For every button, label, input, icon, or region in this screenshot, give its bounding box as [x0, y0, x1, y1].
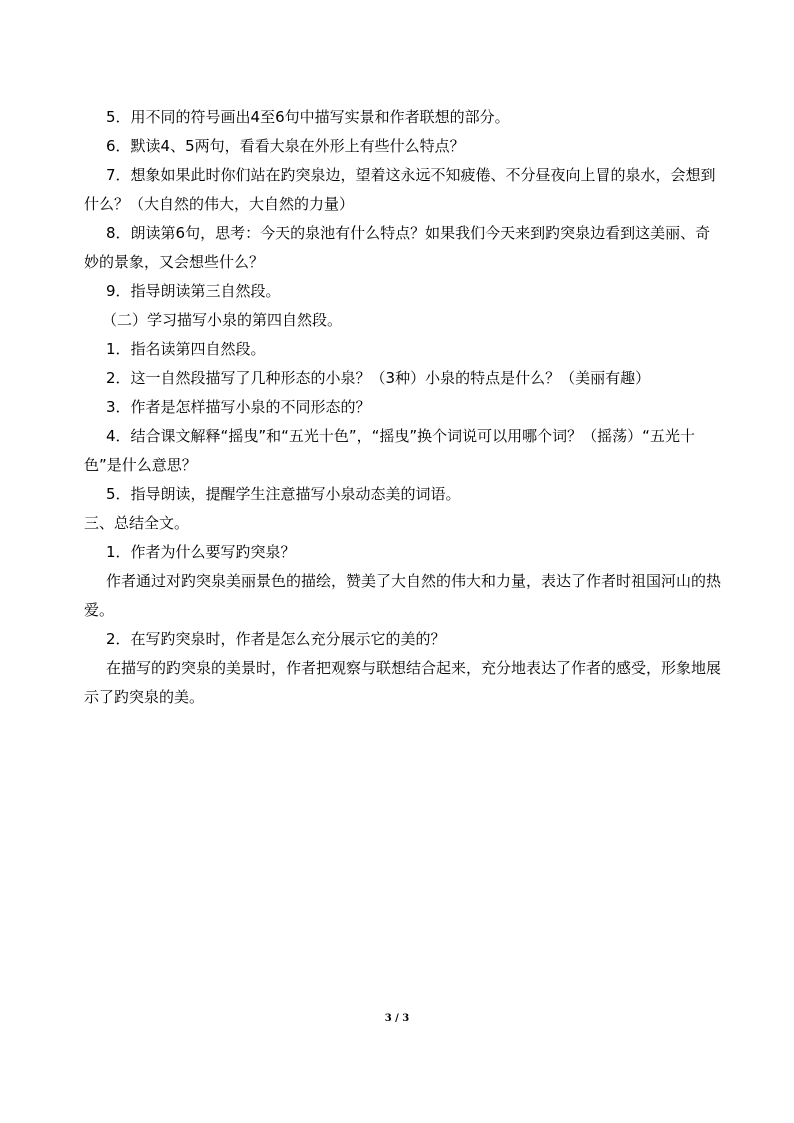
paragraph-step-8: 8．朗读第6句，思考：今天的泉池有什么特点？如果我们今天来到趵突泉边看到这美丽、奇妙的景象，又会想些什么？ — [84, 224, 711, 271]
paragraph-step-7: 7．想象如果此时你们站在趵突泉边，望着这永远不知疲倦、不分昼夜向上冒的泉水，会想到什么？（大自然的伟大，大自然的力量） — [84, 166, 716, 213]
summary-answer-2: 在描写的趵突泉的美景时，作者把观察与联想结合起来，充分地表达了作者的感受，形象地展示了趵突泉的美。 — [84, 659, 722, 706]
section-heading-part-2: （二）学习描写小泉的第四自然段。 — [102, 311, 343, 329]
paragraph-part2-step-2: 2．这一自然段描写了几种形态的小泉？（3种）小泉的特点是什么？（美丽有趣） — [106, 369, 651, 387]
summary-question-1: 1．作者为什么要写趵突泉？ — [106, 543, 296, 561]
paragraph-part2-step-4: 4．结合课文解释“摇曳”和“五光十色”，“摇曳”换个词说可以用哪个词？（摇荡）“五光十色”是什么意思？ — [84, 427, 695, 474]
section-heading-summary: 三、总结全文。 — [84, 514, 190, 532]
paragraph-part2-step-3: 3．作者是怎样描写小泉的不同形态的？ — [106, 398, 371, 416]
document-body — [84, 103, 724, 712]
paragraph-step-5: 5．用不同的符号画出4至6句中描写实景和作者联想的部分。 — [106, 108, 510, 126]
paragraph-part2-step-1: 1．指名读第四自然段。 — [106, 340, 266, 358]
summary-question-2: 2．在写趵突泉时，作者是怎么充分展示它的美的？ — [106, 630, 446, 648]
paragraph-step-9: 9．指导朗读第三自然段。 — [106, 282, 281, 300]
paragraph-part2-step-5: 5．指导朗读，提醒学生注意描写小泉动态美的词语。 — [106, 485, 461, 503]
summary-answer-1: 作者通过对趵突泉美丽景色的描绘，赞美了大自然的伟大和力量，表达了作者时祖国河山的热爱。 — [84, 572, 722, 619]
page-number: 3 / 3 — [384, 1013, 410, 1024]
paragraph-step-6: 6．默读4、5两句，看看大泉在外形上有些什么特点？ — [106, 137, 465, 155]
